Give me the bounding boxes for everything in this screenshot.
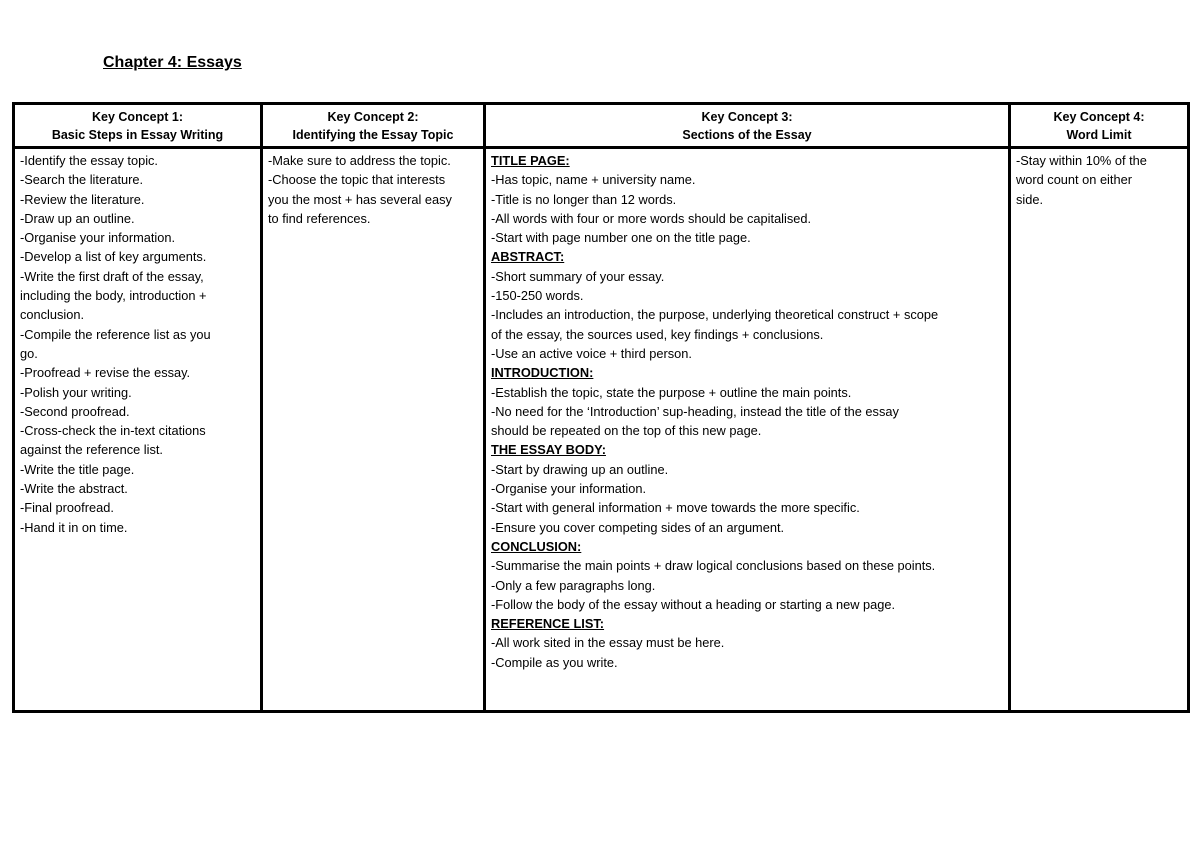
header-subtitle: Basic Steps in Essay Writing bbox=[51, 127, 224, 142]
list-item: -Summarise the main points + draw logical conclusions based on these points. bbox=[491, 558, 936, 574]
header-subtitle: Identifying the Essay Topic bbox=[292, 127, 454, 142]
list-item: side. bbox=[1016, 191, 1044, 207]
list-item: including the body, introduction + bbox=[20, 288, 207, 304]
header-number: Key Concept 3: bbox=[701, 109, 793, 124]
list-item: of the essay, the sources used, key findings + conclusions. bbox=[491, 326, 824, 342]
list-item: -Identify the essay topic. bbox=[20, 153, 158, 168]
header-number: Key Concept 1: bbox=[92, 109, 183, 124]
list-item: -Has topic, name + university name. bbox=[491, 172, 696, 188]
section-heading-abstract: ABSTRACT: bbox=[491, 249, 565, 265]
list-item: -Draw up an outline. bbox=[20, 210, 135, 226]
column-sections-of-essay bbox=[485, 148, 1010, 712]
column-basic-steps bbox=[14, 148, 262, 712]
list-item: -Compile the reference list as you bbox=[20, 326, 211, 342]
header-number: Key Concept 2: bbox=[327, 109, 419, 124]
list-item: -Choose the topic that interests bbox=[268, 172, 446, 188]
list-item: -Establish the topic, state the purpose + outline the main points. bbox=[491, 384, 852, 400]
list-item: -150-250 words. bbox=[491, 288, 584, 304]
list-item: -Short summary of your essay. bbox=[491, 268, 665, 284]
content-row bbox=[14, 148, 1189, 712]
header-key-concept-3 bbox=[485, 104, 1010, 148]
header-key-concept-4 bbox=[1010, 104, 1189, 148]
list-item: conclusion. bbox=[20, 307, 85, 323]
header-number: Key Concept 4: bbox=[1053, 109, 1145, 124]
header-subtitle: Word Limit bbox=[1066, 127, 1132, 142]
list-item: -Organise your information. bbox=[20, 230, 176, 246]
list-item: -Write the first draft of the essay, bbox=[20, 268, 204, 284]
list-item: -No need for the ‘Introduction’ sup-heading, instead the title of the essay bbox=[491, 403, 899, 419]
list-item: -Search the literature. bbox=[20, 172, 144, 188]
list-item: -Use an active voice + third person. bbox=[491, 345, 692, 361]
list-item: -Start with page number one on the title page. bbox=[491, 230, 751, 246]
list-item: -Start by drawing up an outline. bbox=[491, 461, 669, 477]
column-word-limit bbox=[1010, 148, 1189, 712]
list-item: -Organise your information. bbox=[491, 481, 647, 497]
list-item: -Title is no longer than 12 words. bbox=[491, 191, 677, 207]
section-heading-introduction: INTRODUCTION: bbox=[491, 365, 594, 381]
list-item: against the reference list. bbox=[20, 442, 163, 458]
header-key-concept-1 bbox=[14, 104, 262, 148]
section-heading-reference-list: REFERENCE LIST: bbox=[491, 616, 605, 632]
list-item: -Make sure to address the topic. bbox=[268, 153, 451, 168]
list-item: -Stay within 10% of the bbox=[1016, 153, 1147, 168]
page-title: Chapter 4: Essays bbox=[103, 54, 242, 71]
list-item: -Ensure you cover competing sides of an argument. bbox=[491, 519, 785, 535]
list-item: -Follow the body of the essay without a heading or starting a new page. bbox=[491, 596, 896, 612]
list-item: -Proofread + revise the essay. bbox=[20, 365, 191, 381]
list-item: -Cross-check the in-text citations bbox=[20, 423, 206, 439]
list-item: you the most + has several easy bbox=[268, 191, 452, 207]
list-item: word count on either bbox=[1016, 172, 1132, 188]
list-item: -Write the title page. bbox=[20, 461, 135, 477]
list-item: -Includes an introduction, the purpose, underlying theoretical construct + scope bbox=[491, 307, 939, 323]
list-item: to find references. bbox=[268, 210, 371, 226]
list-item: -Final proofread. bbox=[20, 500, 114, 516]
list-item: -Write the abstract. bbox=[20, 481, 128, 497]
section-heading-title-page: TITLE PAGE: bbox=[491, 153, 570, 168]
list-item: -All work sited in the essay must be here. bbox=[491, 635, 725, 651]
header-key-concept-2 bbox=[262, 104, 485, 148]
list-item: -Develop a list of key arguments. bbox=[20, 249, 207, 265]
list-item: -Only a few paragraphs long. bbox=[491, 577, 656, 593]
list-item: -Compile as you write. bbox=[491, 654, 618, 670]
header-row bbox=[14, 104, 1189, 148]
header-subtitle: Sections of the Essay bbox=[682, 127, 812, 142]
section-heading-conclusion: CONCLUSION: bbox=[491, 538, 582, 554]
list-item: go. bbox=[20, 345, 38, 361]
column-identifying-topic bbox=[262, 148, 485, 712]
list-item: -Hand it in on time. bbox=[20, 519, 128, 535]
list-item: -Second proofread. bbox=[20, 403, 130, 419]
list-item: -All words with four or more words should be capitalised. bbox=[491, 210, 812, 226]
list-item: -Start with general information + move towards the more specific. bbox=[491, 500, 860, 516]
list-item: -Polish your writing. bbox=[20, 384, 132, 400]
key-concepts-table bbox=[12, 102, 1190, 713]
list-item: -Review the literature. bbox=[20, 191, 145, 207]
list-item: should be repeated on the top of this new page. bbox=[491, 423, 762, 439]
section-heading-essay-body: THE ESSAY BODY: bbox=[491, 442, 606, 458]
